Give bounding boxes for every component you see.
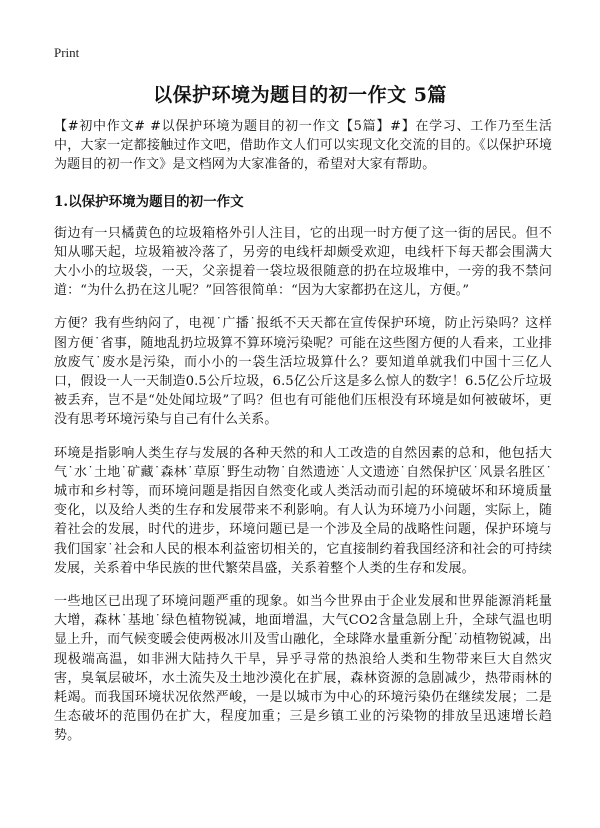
body-paragraph-2: 方便？我有些纳闷了，电视˙广播˙报纸不天天都在宣传保护环境，防止污染吗？这样图方便˙省事，随地乱扔垃圾算不算环境污染呢？可能在这些图方便的人看来，工业排放废气˙废水是污染，而小小的一袋生活垃圾算什么？要知道单就我们中国十三亿人口，假设一人一天制造0.5公斤垃圾，6.5亿公斤这是多么惊人的数字！6.5亿公斤垃圾被丢弃，岂不是“处处闻垃圾”了吗？但也有可能他们压根没有环境是如何被破坏，更没有思考环境污染与自己有什么关系。	[54, 316, 552, 428]
document-body	[54, 117, 552, 760]
document-title: 以保护环境为题目的初一作文 5篇	[153, 84, 447, 106]
print-link[interactable]: Print	[54, 45, 80, 60]
section-heading: 1.以保护环境为题目的初一作文	[54, 193, 244, 210]
body-paragraph-1: 街边有一只橘黄色的垃圾箱格外引人注目，它的出现一时方便了这一街的居民。但不知从哪天起，垃圾箱被冷落了，另旁的电线杆却颇受欢迎，电线杆下每天都会围满大大小小的垃圾袋，一天，父亲提着一袋垃圾很随意的扔在垃圾堆中，一旁的我不禁问道：“为什么扔在这儿呢？”回答很简单：“因为大家都扔在这儿，方便。”	[54, 225, 552, 299]
body-paragraph-3: 环境是指影响人类生存与发展的各种天然的和人工改造的自然因素的总和，他包括大气˙水˙土地˙矿藏˙森林˙草原˙野生动物˙自然遗迹˙人文遗迹˙自然保护区˙风景名胜区˙城市和乡村等，而环境问题是指因自然变化或人类活动而引起的环境破坏和环境质量变化，以及给人类的生存和发展带来不利影响。有人认为环境乃小问题，实际上，随着社会的发展，时代的进步，环境问题已是一个涉及全局的战略性问题，保护环境与我们国家˙社会和人民的根本利益密切相关的，它直接制约着我国经济和社会的可持续发展，关系着中华民族的世代繁荣昌盛，关系着整个人类的生存和发展。	[54, 445, 552, 576]
intro-paragraph: 【#初中作文# #以保护环境为题目的初一作文【5篇】#】在学习、工作乃至生活中，大家一定都接触过作文吧，借助作文人们可以实现文化交流的目的。《以保护环境为题目的初一作文》是文档网为大家准备的，希望对大家有帮助。	[54, 119, 552, 173]
body-paragraph-4: 一些地区已出现了环境问题严重的现象。如当今世界由于企业发展和世界能源消耗量大增，森林˙基地˙绿色植物锐减，地面增温，大气CO2含量急剧上升，全球气温也明显上升，而气候变暖会使两极冰川及雪山融化，全球降水量重新分配˙动植物锐减，出现极端高温，如非洲大陆持久干旱，异乎寻常的热浪给人类和生物带来巨大自然灾害，臭氧层破坏，水土流失及土地沙漠化在扩展，森林资源的急剧减少，热带雨林的耗竭。而我国环境状况依然严峻，一是以城市为中心的环境污染仍在继续发展；二是生态破坏的范围仍在扩大，程度加重；三是乡镇工业的污染物的排放呈迅速增长趋势。	[54, 594, 552, 744]
